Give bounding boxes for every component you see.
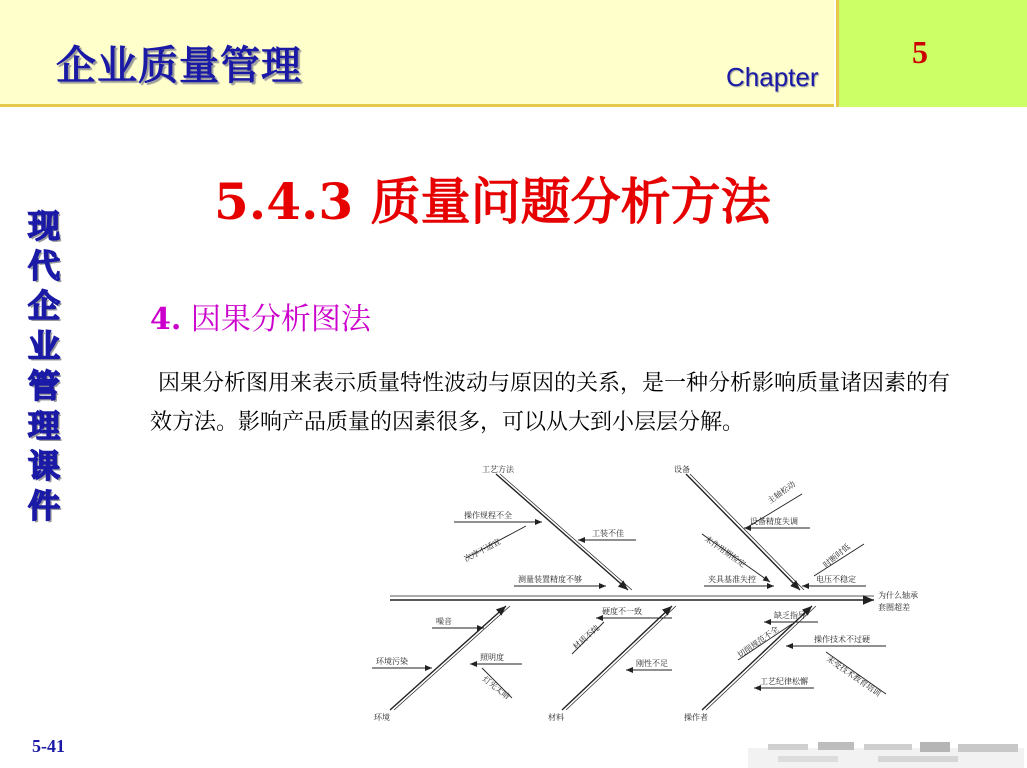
cause-label: 工装不佳 (592, 529, 624, 538)
cause-label: 夹具基准失控 (708, 575, 756, 584)
cause-label: 设备精度失调 (750, 517, 798, 526)
cause-label: 缺乏指导 (774, 611, 806, 620)
branch-label-material: 材料 (548, 713, 564, 722)
side-label-char: 理 (27, 407, 60, 445)
cause-label: 切削规范不全 (735, 624, 781, 660)
cause-label: 刚性不足 (636, 659, 668, 668)
cause-label: 主轴松动 (765, 479, 798, 506)
side-label-char: 课 (27, 447, 60, 485)
cause-label: 未受技术教育培训 (824, 654, 883, 699)
effect-label-line2: 套圈超差 (878, 603, 910, 612)
cause-label: 材质不纯 (571, 623, 602, 652)
branch-material (562, 606, 672, 710)
cause-label: 硬度不一致 (602, 607, 642, 616)
body-paragraph: 因果分析图用来表示质量特性波动与原因的关系，是一种分析影响质量诸因素的有效方法。影响产品质量的因素很多，可以从大到小层层分解。 (150, 371, 951, 435)
course-title: 企业质量管理 (56, 43, 302, 89)
cause-label: 次序不适宜 (462, 537, 503, 564)
side-label-char: 件 (27, 487, 60, 525)
branch-label-operator: 操作者 (684, 713, 708, 722)
cause-label: 电压不稳定 (816, 575, 856, 584)
cause-label: 未作用期检定 (702, 534, 748, 570)
footer-decorative-pattern (748, 742, 1024, 768)
side-label-char: 业 (27, 327, 60, 365)
side-label-char: 代 (27, 247, 60, 285)
subsection-heading (150, 294, 371, 338)
section-title: 5.4.3 质量问题分析方法 (214, 172, 771, 231)
header-bar (0, 0, 834, 107)
cause-label: 操作规程不全 (464, 511, 512, 520)
branch-label-environment: 环境 (374, 713, 390, 722)
side-label-char: 企 (27, 287, 60, 325)
side-label (14, 206, 74, 526)
side-label-char: 管 (27, 367, 60, 405)
branch-label-process: 工艺方法 (482, 465, 514, 474)
cause-label: 测量装置精度不够 (518, 575, 582, 584)
page-number: 5-41 (32, 736, 65, 756)
chapter-number: 5 (912, 34, 928, 70)
cause-label: 工艺纪律松懈 (760, 677, 808, 686)
cause-label: 灯光太暗 (480, 674, 512, 702)
subsection-title: 因果分析图法 (190, 302, 371, 337)
cause-label: 时断时低 (821, 542, 852, 570)
subsection-number: 4. (150, 302, 182, 337)
effect-label-line1: 为什么轴承 (878, 591, 918, 600)
chapter-label: Chapter (726, 62, 819, 92)
side-label-char: 现 (27, 207, 60, 245)
branch-material-outline (566, 606, 676, 710)
cause-label: 操作技术不过硬 (814, 635, 870, 644)
chapter-box (836, 0, 1027, 107)
cause-label: 照明度 (480, 653, 504, 662)
fishbone-diagram (366, 458, 918, 728)
cause-label: 噪音 (436, 617, 452, 626)
branch-label-equipment: 设备 (674, 465, 690, 474)
cause-label: 环境污染 (376, 657, 408, 666)
